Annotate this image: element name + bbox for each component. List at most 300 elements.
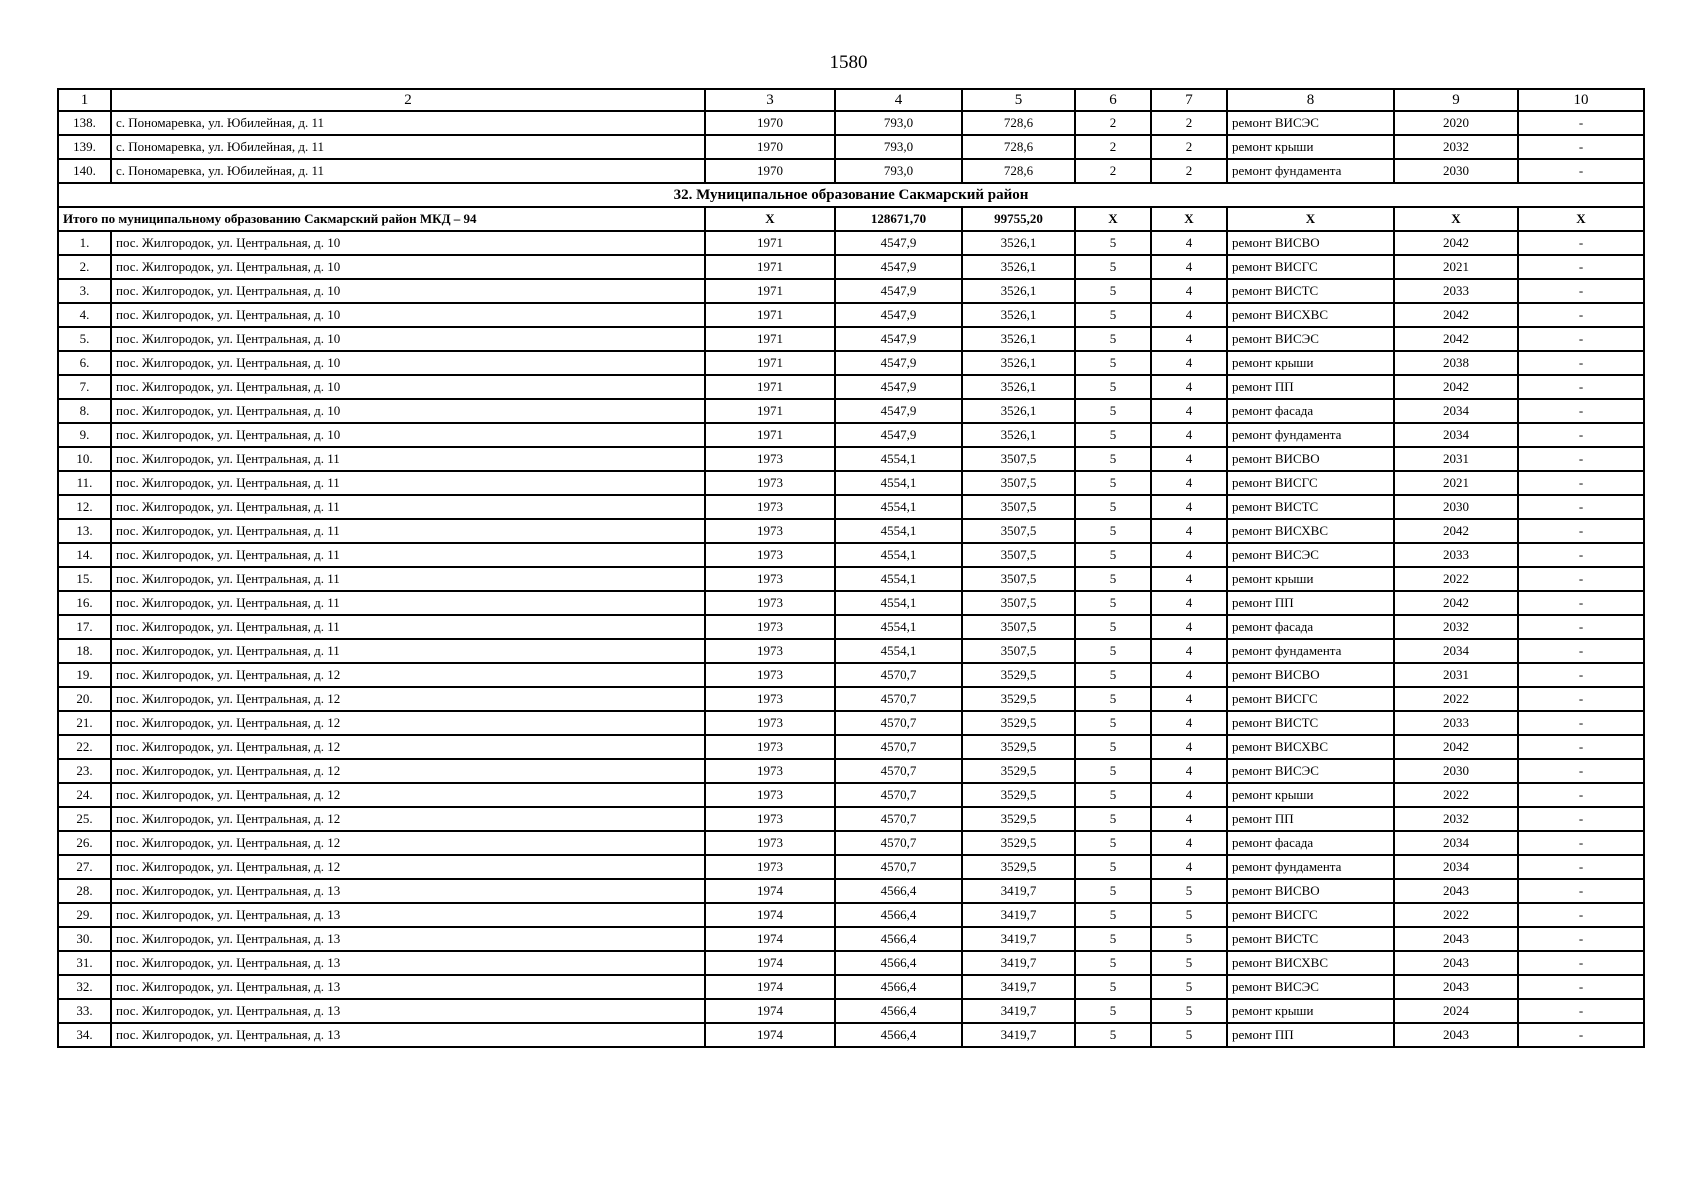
table-row [58, 543, 1644, 567]
planned-year: 2043 [1394, 975, 1518, 999]
note: - [1518, 135, 1644, 159]
total-area: 4566,4 [835, 1023, 962, 1047]
living-area: 3419,7 [962, 975, 1075, 999]
table-row [58, 927, 1644, 951]
floors: 5 [1075, 327, 1151, 351]
living-area: 3526,1 [962, 399, 1075, 423]
header-cell-8: 8 [1227, 89, 1394, 111]
planned-year: 2042 [1394, 303, 1518, 327]
build-year: 1974 [705, 927, 835, 951]
floors: 5 [1075, 399, 1151, 423]
work-type: ремонт ПП [1227, 807, 1394, 831]
work-type: ремонт ВИСВО [1227, 879, 1394, 903]
row-number: 8. [58, 399, 111, 423]
build-year: 1973 [705, 831, 835, 855]
table-row [58, 879, 1644, 903]
total-label: Итого по муниципальному образованию Сакмарский район МКД – 94 [58, 207, 705, 231]
entrances: 4 [1151, 735, 1227, 759]
table-row [58, 855, 1644, 879]
address: пос. Жилгородок, ул. Центральная, д. 13 [111, 903, 705, 927]
work-type: ремонт крыши [1227, 351, 1394, 375]
note: - [1518, 231, 1644, 255]
row-number: 34. [58, 1023, 111, 1047]
work-type: ремонт ВИСЭС [1227, 975, 1394, 999]
work-type: ремонт ВИСХВС [1227, 735, 1394, 759]
table-row [58, 375, 1644, 399]
planned-year: 2030 [1394, 159, 1518, 183]
floors: 5 [1075, 591, 1151, 615]
work-type: ремонт крыши [1227, 783, 1394, 807]
table-row [58, 135, 1644, 159]
total-area: 4570,7 [835, 759, 962, 783]
address: пос. Жилгородок, ул. Центральная, д. 12 [111, 687, 705, 711]
entrances: 5 [1151, 1023, 1227, 1047]
note: - [1518, 375, 1644, 399]
total-floors: Х [1075, 207, 1151, 231]
planned-year: 2038 [1394, 351, 1518, 375]
row-number: 21. [58, 711, 111, 735]
address: пос. Жилгородок, ул. Центральная, д. 11 [111, 495, 705, 519]
note: - [1518, 615, 1644, 639]
row-number: 15. [58, 567, 111, 591]
entrances: 2 [1151, 159, 1227, 183]
build-year: 1973 [705, 471, 835, 495]
living-area: 3419,7 [962, 879, 1075, 903]
work-type: ремонт фасада [1227, 615, 1394, 639]
living-area: 3419,7 [962, 999, 1075, 1023]
total-total-area: 128671,70 [835, 207, 962, 231]
total-living-area: 99755,20 [962, 207, 1075, 231]
note: - [1518, 879, 1644, 903]
work-type: ремонт фасада [1227, 399, 1394, 423]
note: - [1518, 567, 1644, 591]
work-type: ремонт ВИСТС [1227, 495, 1394, 519]
build-year: 1974 [705, 999, 835, 1023]
work-type: ремонт фундамента [1227, 423, 1394, 447]
work-type: ремонт ВИСЭС [1227, 543, 1394, 567]
entrances: 4 [1151, 591, 1227, 615]
total-area: 4566,4 [835, 951, 962, 975]
note: - [1518, 999, 1644, 1023]
address: пос. Жилгородок, ул. Центральная, д. 11 [111, 519, 705, 543]
table-row [58, 231, 1644, 255]
row-number: 17. [58, 615, 111, 639]
planned-year: 2043 [1394, 879, 1518, 903]
row-number: 22. [58, 735, 111, 759]
work-type: ремонт ВИСХВС [1227, 951, 1394, 975]
note: - [1518, 735, 1644, 759]
build-year: 1971 [705, 231, 835, 255]
table-row [58, 567, 1644, 591]
build-year: 1973 [705, 495, 835, 519]
floors: 5 [1075, 231, 1151, 255]
work-type: ремонт крыши [1227, 135, 1394, 159]
work-type: ремонт ВИСХВС [1227, 303, 1394, 327]
entrances: 4 [1151, 615, 1227, 639]
floors: 2 [1075, 159, 1151, 183]
total-area: 793,0 [835, 111, 962, 135]
build-year: 1971 [705, 327, 835, 351]
planned-year: 2021 [1394, 255, 1518, 279]
build-year: 1973 [705, 615, 835, 639]
table-row [58, 711, 1644, 735]
table-row [58, 831, 1644, 855]
total-area: 4570,7 [835, 735, 962, 759]
entrances: 4 [1151, 663, 1227, 687]
entrances: 5 [1151, 879, 1227, 903]
living-area: 3507,5 [962, 447, 1075, 471]
address: пос. Жилгородок, ул. Центральная, д. 12 [111, 759, 705, 783]
table-body [58, 89, 1644, 1047]
planned-year: 2022 [1394, 687, 1518, 711]
address: пос. Жилгородок, ул. Центральная, д. 10 [111, 423, 705, 447]
table-row [58, 903, 1644, 927]
table-row [58, 423, 1644, 447]
floors: 5 [1075, 543, 1151, 567]
total-area: 4547,9 [835, 255, 962, 279]
work-type: ремонт ВИСТС [1227, 711, 1394, 735]
total-entrances: Х [1151, 207, 1227, 231]
living-area: 3529,5 [962, 711, 1075, 735]
row-number: 33. [58, 999, 111, 1023]
living-area: 3507,5 [962, 591, 1075, 615]
total-area: 4566,4 [835, 879, 962, 903]
work-type: ремонт ВИСВО [1227, 231, 1394, 255]
living-area: 3419,7 [962, 927, 1075, 951]
note: - [1518, 279, 1644, 303]
row-number: 1. [58, 231, 111, 255]
living-area: 3419,7 [962, 1023, 1075, 1047]
address: пос. Жилгородок, ул. Центральная, д. 11 [111, 615, 705, 639]
planned-year: 2032 [1394, 807, 1518, 831]
work-type: ремонт ВИСГС [1227, 687, 1394, 711]
total-area: 4570,7 [835, 831, 962, 855]
entrances: 4 [1151, 519, 1227, 543]
entrances: 2 [1151, 135, 1227, 159]
entrances: 4 [1151, 423, 1227, 447]
entrances: 4 [1151, 303, 1227, 327]
entrances: 4 [1151, 471, 1227, 495]
table-row [58, 663, 1644, 687]
work-type: ремонт ПП [1227, 1023, 1394, 1047]
floors: 5 [1075, 999, 1151, 1023]
build-year: 1973 [705, 759, 835, 783]
build-year: 1974 [705, 1023, 835, 1047]
total-row [58, 207, 1644, 231]
note: - [1518, 519, 1644, 543]
planned-year: 2022 [1394, 903, 1518, 927]
header-cell-2: 2 [111, 89, 705, 111]
note: - [1518, 423, 1644, 447]
living-area: 3526,1 [962, 279, 1075, 303]
table-row [58, 783, 1644, 807]
table-row [58, 327, 1644, 351]
row-number: 9. [58, 423, 111, 447]
table-row [58, 615, 1644, 639]
row-number: 10. [58, 447, 111, 471]
note: - [1518, 543, 1644, 567]
header-cell-3: 3 [705, 89, 835, 111]
total-area: 4566,4 [835, 927, 962, 951]
total-area: 4554,1 [835, 615, 962, 639]
row-number: 140. [58, 159, 111, 183]
work-type: ремонт фундамента [1227, 855, 1394, 879]
build-year: 1971 [705, 255, 835, 279]
planned-year: 2042 [1394, 375, 1518, 399]
row-number: 138. [58, 111, 111, 135]
address: с. Пономаревка, ул. Юбилейная, д. 11 [111, 159, 705, 183]
address: пос. Жилгородок, ул. Центральная, д. 11 [111, 567, 705, 591]
note: - [1518, 759, 1644, 783]
address: пос. Жилгородок, ул. Центральная, д. 13 [111, 975, 705, 999]
row-number: 4. [58, 303, 111, 327]
entrances: 5 [1151, 927, 1227, 951]
total-area: 4566,4 [835, 999, 962, 1023]
total-build-year: Х [705, 207, 835, 231]
address: пос. Жилгородок, ул. Центральная, д. 13 [111, 951, 705, 975]
entrances: 5 [1151, 975, 1227, 999]
planned-year: 2034 [1394, 399, 1518, 423]
row-number: 11. [58, 471, 111, 495]
address: пос. Жилгородок, ул. Центральная, д. 13 [111, 927, 705, 951]
row-number: 29. [58, 903, 111, 927]
entrances: 4 [1151, 759, 1227, 783]
floors: 5 [1075, 783, 1151, 807]
build-year: 1974 [705, 975, 835, 999]
planned-year: 2034 [1394, 831, 1518, 855]
note: - [1518, 831, 1644, 855]
floors: 5 [1075, 615, 1151, 639]
total-area: 4554,1 [835, 639, 962, 663]
living-area: 3507,5 [962, 495, 1075, 519]
address: пос. Жилгородок, ул. Центральная, д. 12 [111, 735, 705, 759]
entrances: 4 [1151, 231, 1227, 255]
header-cell-5: 5 [962, 89, 1075, 111]
build-year: 1974 [705, 879, 835, 903]
address: пос. Жилгородок, ул. Центральная, д. 11 [111, 471, 705, 495]
total-area: 4547,9 [835, 231, 962, 255]
table-row [58, 303, 1644, 327]
row-number: 16. [58, 591, 111, 615]
planned-year: 2042 [1394, 231, 1518, 255]
table-row [58, 471, 1644, 495]
row-number: 32. [58, 975, 111, 999]
entrances: 5 [1151, 903, 1227, 927]
entrances: 4 [1151, 687, 1227, 711]
floors: 5 [1075, 567, 1151, 591]
planned-year: 2020 [1394, 111, 1518, 135]
total-area: 793,0 [835, 135, 962, 159]
total-area: 4570,7 [835, 807, 962, 831]
living-area: 3526,1 [962, 231, 1075, 255]
build-year: 1971 [705, 351, 835, 375]
note: - [1518, 111, 1644, 135]
total-area: 4566,4 [835, 903, 962, 927]
page-number: 1580 [829, 52, 868, 73]
living-area: 3507,5 [962, 567, 1075, 591]
row-number: 19. [58, 663, 111, 687]
work-type: ремонт крыши [1227, 999, 1394, 1023]
note: - [1518, 951, 1644, 975]
note: - [1518, 303, 1644, 327]
row-number: 12. [58, 495, 111, 519]
floors: 5 [1075, 951, 1151, 975]
table-row [58, 447, 1644, 471]
build-year: 1971 [705, 375, 835, 399]
address: пос. Жилгородок, ул. Центральная, д. 12 [111, 807, 705, 831]
address: пос. Жилгородок, ул. Центральная, д. 13 [111, 879, 705, 903]
address: пос. Жилгородок, ул. Центральная, д. 12 [111, 711, 705, 735]
entrances: 4 [1151, 855, 1227, 879]
address: пос. Жилгородок, ул. Центральная, д. 13 [111, 999, 705, 1023]
row-number: 20. [58, 687, 111, 711]
table-row [58, 159, 1644, 183]
note: - [1518, 903, 1644, 927]
build-year: 1973 [705, 519, 835, 543]
total-area: 4547,9 [835, 375, 962, 399]
build-year: 1973 [705, 807, 835, 831]
floors: 5 [1075, 351, 1151, 375]
build-year: 1974 [705, 951, 835, 975]
note: - [1518, 975, 1644, 999]
total-area: 4554,1 [835, 567, 962, 591]
note: - [1518, 663, 1644, 687]
total-area: 4547,9 [835, 303, 962, 327]
entrances: 4 [1151, 399, 1227, 423]
planned-year: 2033 [1394, 279, 1518, 303]
floors: 5 [1075, 807, 1151, 831]
row-number: 18. [58, 639, 111, 663]
floors: 5 [1075, 855, 1151, 879]
address: с. Пономаревка, ул. Юбилейная, д. 11 [111, 111, 705, 135]
work-type: ремонт ВИСВО [1227, 447, 1394, 471]
row-number: 24. [58, 783, 111, 807]
work-type: ремонт ВИСГС [1227, 903, 1394, 927]
planned-year: 2042 [1394, 519, 1518, 543]
row-number: 30. [58, 927, 111, 951]
build-year: 1971 [705, 279, 835, 303]
entrances: 4 [1151, 447, 1227, 471]
living-area: 3529,5 [962, 783, 1075, 807]
total-area: 4547,9 [835, 279, 962, 303]
address: пос. Жилгородок, ул. Центральная, д. 12 [111, 855, 705, 879]
living-area: 3526,1 [962, 303, 1075, 327]
total-area: 4554,1 [835, 519, 962, 543]
work-type: ремонт ВИСТС [1227, 927, 1394, 951]
work-type: ремонт крыши [1227, 567, 1394, 591]
floors: 5 [1075, 495, 1151, 519]
table-row [58, 735, 1644, 759]
total-note: Х [1518, 207, 1644, 231]
total-area: 4570,7 [835, 711, 962, 735]
note: - [1518, 255, 1644, 279]
living-area: 3529,5 [962, 831, 1075, 855]
total-area: 4570,7 [835, 663, 962, 687]
work-type: ремонт ВИСЭС [1227, 759, 1394, 783]
planned-year: 2033 [1394, 711, 1518, 735]
entrances: 4 [1151, 807, 1227, 831]
planned-year: 2034 [1394, 855, 1518, 879]
row-number: 14. [58, 543, 111, 567]
header-cell-10: 10 [1518, 89, 1644, 111]
entrances: 4 [1151, 255, 1227, 279]
living-area: 3507,5 [962, 543, 1075, 567]
floors: 5 [1075, 447, 1151, 471]
total-area: 4554,1 [835, 495, 962, 519]
floors: 5 [1075, 471, 1151, 495]
note: - [1518, 399, 1644, 423]
row-number: 27. [58, 855, 111, 879]
entrances: 4 [1151, 567, 1227, 591]
work-type: ремонт ПП [1227, 591, 1394, 615]
build-year: 1970 [705, 135, 835, 159]
header-cell-7: 7 [1151, 89, 1227, 111]
floors: 5 [1075, 711, 1151, 735]
table-row [58, 279, 1644, 303]
build-year: 1973 [705, 855, 835, 879]
total-area: 4570,7 [835, 687, 962, 711]
living-area: 3526,1 [962, 327, 1075, 351]
work-type: ремонт ВИСЭС [1227, 327, 1394, 351]
total-area: 4554,1 [835, 447, 962, 471]
table-row [58, 111, 1644, 135]
header-cell-9: 9 [1394, 89, 1518, 111]
build-year: 1971 [705, 399, 835, 423]
living-area: 3526,1 [962, 255, 1075, 279]
table-row [58, 519, 1644, 543]
address: пос. Жилгородок, ул. Центральная, д. 10 [111, 255, 705, 279]
total-area: 4554,1 [835, 591, 962, 615]
build-year: 1973 [705, 567, 835, 591]
table-row [58, 591, 1644, 615]
planned-year: 2024 [1394, 999, 1518, 1023]
entrances: 4 [1151, 831, 1227, 855]
planned-year: 2030 [1394, 759, 1518, 783]
living-area: 728,6 [962, 135, 1075, 159]
row-number: 13. [58, 519, 111, 543]
floors: 5 [1075, 1023, 1151, 1047]
living-area: 3529,5 [962, 663, 1075, 687]
entrances: 4 [1151, 279, 1227, 303]
note: - [1518, 807, 1644, 831]
work-type: ремонт фундамента [1227, 159, 1394, 183]
floors: 5 [1075, 879, 1151, 903]
floors: 5 [1075, 735, 1151, 759]
address: пос. Жилгородок, ул. Центральная, д. 12 [111, 663, 705, 687]
table-row [58, 999, 1644, 1023]
planned-year: 2031 [1394, 663, 1518, 687]
row-number: 31. [58, 951, 111, 975]
build-year: 1974 [705, 903, 835, 927]
table-row [58, 255, 1644, 279]
total-planned-year: Х [1394, 207, 1518, 231]
table-row [58, 495, 1644, 519]
table-row [58, 639, 1644, 663]
floors: 5 [1075, 831, 1151, 855]
table-row [58, 951, 1644, 975]
living-area: 3507,5 [962, 519, 1075, 543]
floors: 2 [1075, 135, 1151, 159]
planned-year: 2033 [1394, 543, 1518, 567]
entrances: 4 [1151, 543, 1227, 567]
floors: 2 [1075, 111, 1151, 135]
entrances: 4 [1151, 375, 1227, 399]
address: пос. Жилгородок, ул. Центральная, д. 10 [111, 279, 705, 303]
total-area: 4570,7 [835, 855, 962, 879]
note: - [1518, 1023, 1644, 1047]
build-year: 1973 [705, 447, 835, 471]
floors: 5 [1075, 375, 1151, 399]
